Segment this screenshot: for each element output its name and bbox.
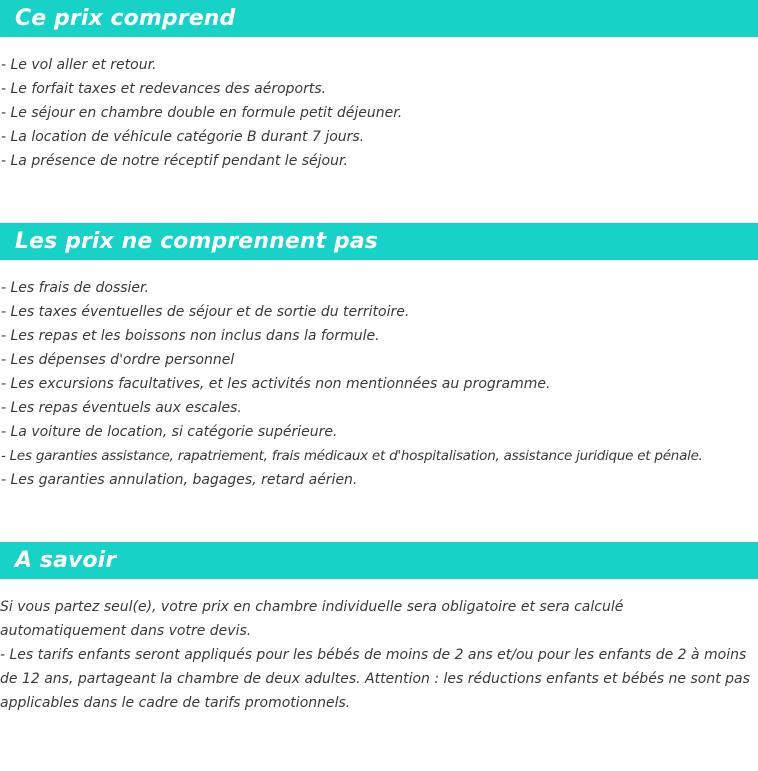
section-title-excluded: Les prix ne comprennent pas <box>0 223 758 260</box>
info-paragraph: - Les tarifs enfants seront appliqués pour les bébés de moins de 2 ans et/ou pour les enfants de 2 à moins de 12 ans, partageant la chambre de deux adultes. Attention : les réductions enfants et bébés ne sont pas applicables dans le cadre de tarifs promotionnels. <box>0 647 750 711</box>
excluded-list <box>1 276 703 492</box>
list-item: - Les garanties assistance, rapatriement, frais médicaux et d'hospitalisation, assistance juridique et pénale. <box>1 448 703 464</box>
included-list <box>1 53 402 173</box>
list-item: - Le vol aller et retour. <box>1 57 157 73</box>
list-item: - Les repas éventuels aux escales. <box>1 400 242 416</box>
list-item: - La location de véhicule catégorie B durant 7 jours. <box>1 129 365 145</box>
info-paragraph: Si vous partez seul(e), votre prix en chambre individuelle sera obligatoire et sera calculé automatiquement dans votre devis. <box>0 599 624 639</box>
list-item: - Les taxes éventuelles de séjour et de sortie du territoire. <box>1 304 410 320</box>
list-item: - Le séjour en chambre double en formule petit déjeuner. <box>1 105 403 121</box>
list-item: - Les dépenses d'ordre personnel <box>1 352 235 368</box>
list-item: - Le forfait taxes et redevances des aéroports. <box>1 81 327 97</box>
list-item: - Les garanties annulation, bagages, retard aérien. <box>1 472 358 488</box>
list-item: - Les excursions facultatives, et les activités non mentionnées au programme. <box>1 376 551 392</box>
list-item: - Les repas et les boissons non inclus dans la formule. <box>1 328 380 344</box>
list-item: - Les frais de dossier. <box>1 280 149 296</box>
list-item: - La voiture de location, si catégorie supérieure. <box>1 424 338 440</box>
section-title-included: Ce prix comprend <box>0 0 758 37</box>
section-title-info: A savoir <box>0 542 758 579</box>
list-item: - La présence de notre réceptif pendant le séjour. <box>1 153 348 169</box>
